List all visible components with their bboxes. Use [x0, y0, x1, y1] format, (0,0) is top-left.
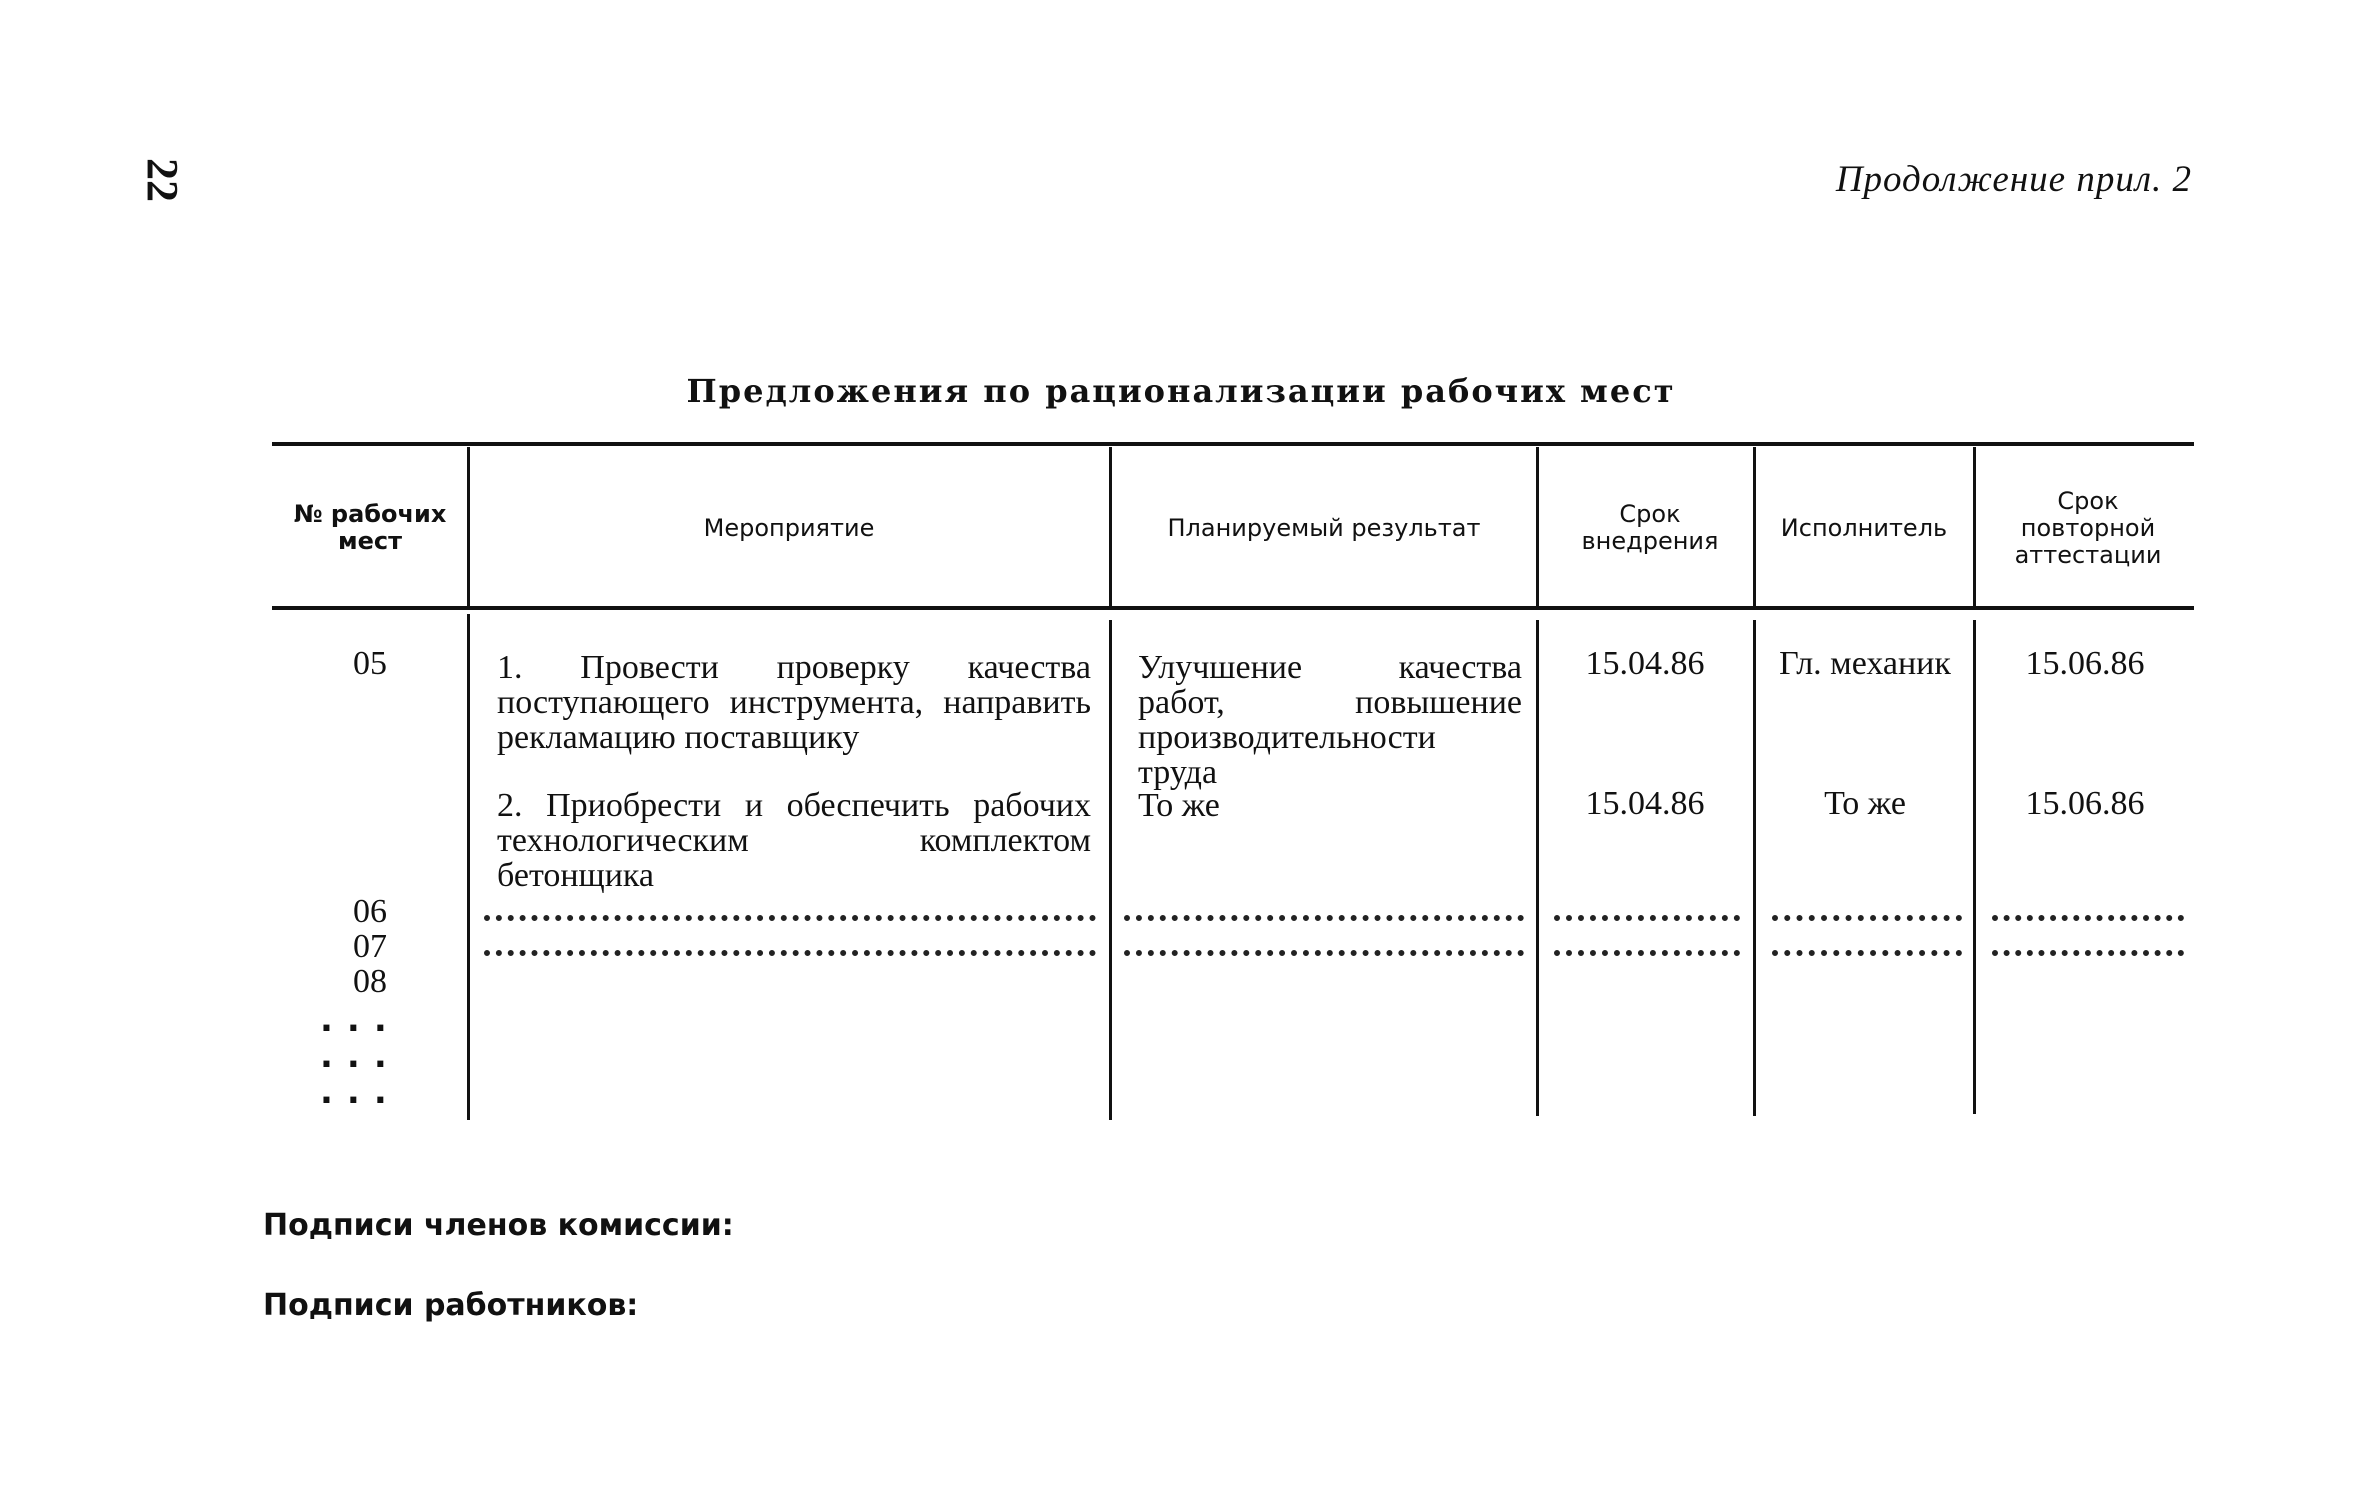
executor: То же	[1824, 785, 1906, 822]
dotted-placeholder	[1554, 915, 1740, 921]
header-deadline: Срок внедрения	[1581, 500, 1719, 555]
workers-signatures-label: Подписи работников:	[263, 1288, 639, 1323]
reattestation-date: 15.06.86	[2025, 785, 2145, 822]
column-divider	[1536, 620, 1539, 1116]
planned-result: Улучшение качества работ, повышение производительности труда	[1138, 649, 1522, 791]
column-divider	[467, 447, 470, 607]
header-reattestation: Срок повторной аттестации	[2014, 486, 2162, 569]
deadline-date: 15.04.86	[1585, 785, 1705, 822]
column-divider	[467, 614, 470, 1120]
dotted-placeholder	[1124, 915, 1524, 921]
dotted-placeholder	[1772, 950, 1962, 956]
workplace-number: 07	[353, 928, 387, 965]
table-header-border	[272, 606, 2194, 610]
dotted-placeholder	[484, 950, 1096, 956]
reattestation-date: 15.06.86	[2025, 645, 2145, 682]
dotted-placeholder	[1554, 950, 1740, 956]
page-number: 22	[138, 158, 187, 202]
ellipsis-row: ...	[320, 1000, 401, 1040]
dotted-placeholder	[1992, 915, 2184, 921]
column-divider	[1109, 620, 1112, 1120]
column-divider	[1973, 620, 1976, 1114]
workplace-number: 08	[353, 963, 387, 1000]
column-divider	[1753, 620, 1756, 1116]
dotted-placeholder	[1992, 950, 2184, 956]
dotted-placeholder	[1124, 950, 1524, 956]
header-workplace-number: № рабочих мест	[293, 500, 447, 555]
column-divider	[1973, 447, 1976, 607]
workplace-number: 06	[353, 893, 387, 930]
column-divider	[1753, 447, 1756, 607]
deadline-date: 15.04.86	[1585, 645, 1705, 682]
dotted-placeholder	[484, 915, 1096, 921]
column-divider	[1536, 447, 1539, 607]
table-top-border	[272, 442, 2194, 446]
measure-text: 2. Приобрести и обеспечить рабочих технологическим комплектом бетонщика	[497, 787, 1091, 894]
commission-signatures-label: Подписи членов комиссии:	[263, 1208, 734, 1243]
planned-result: То же	[1138, 787, 1220, 824]
column-divider	[1109, 447, 1112, 607]
continuation-label: Продолжение прил. 2	[1835, 159, 2192, 200]
header-measure: Мероприятие	[703, 513, 875, 542]
table-title: Предложения по рационализации рабочих мест	[686, 372, 1676, 410]
dotted-placeholder	[1772, 915, 1962, 921]
header-planned-result: Планируемый результат	[1167, 513, 1481, 542]
workplace-number: 05	[353, 645, 387, 682]
executor: Гл. механик	[1779, 645, 1951, 682]
ellipsis-row: ...	[320, 1072, 401, 1112]
measure-text: 1. Провести проверку качества поступающего инструмента, направить рекламацию поставщику	[497, 649, 1091, 756]
ellipsis-row: ...	[320, 1036, 401, 1076]
header-executor: Исполнитель	[1780, 513, 1948, 542]
